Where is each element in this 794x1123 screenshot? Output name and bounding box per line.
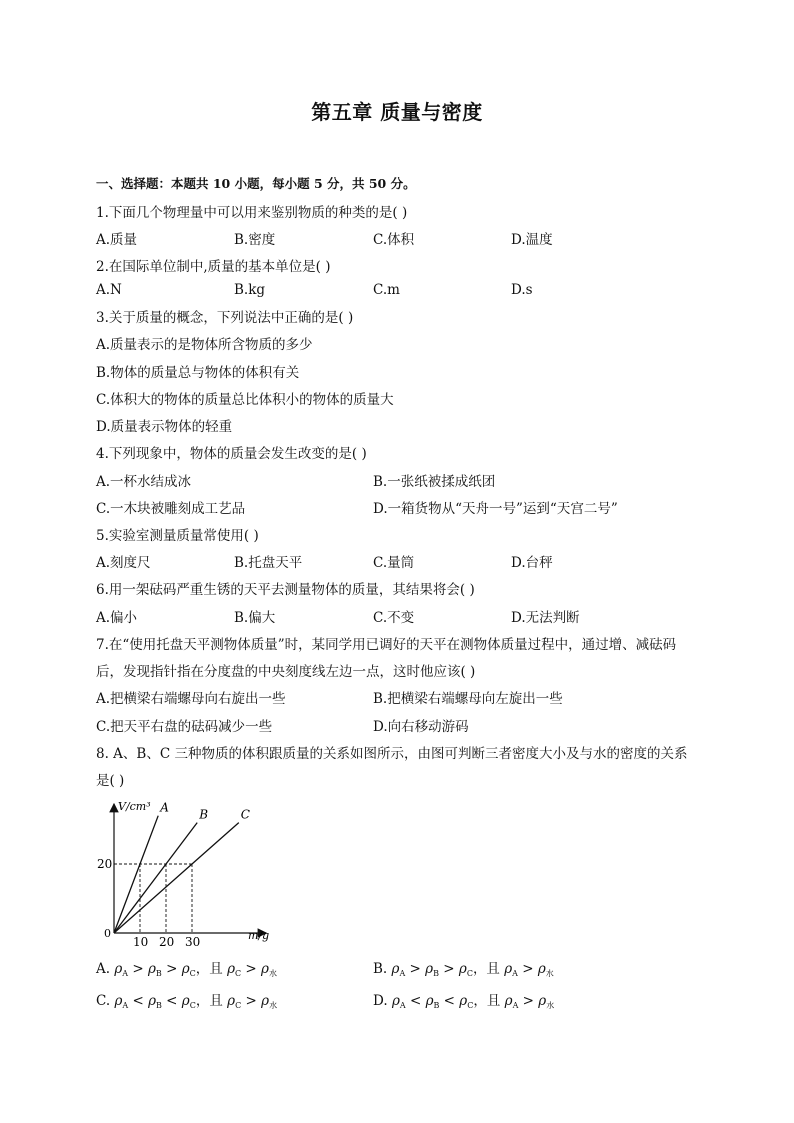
q8-option-a: A. $\rho_A > \rho_B > \rho_C$，且 $\rho_C > \rho_水$ [96, 961, 277, 978]
series-line-c [114, 823, 239, 933]
q8-option-b: B. $\rho_A > \rho_B > \rho_C$，且 $\rho_A > \rho_水$ [373, 961, 554, 978]
q7-option-c: C.把天平右盘的砝码减少一些 [96, 719, 273, 735]
x-tick-label-20: 20 [159, 935, 175, 946]
q5-option-b: B.托盘天平 [234, 555, 303, 571]
q1-option-a: A.质量 [96, 232, 138, 248]
q2-option-b: B.kg [234, 282, 266, 298]
question-6-stem: 6.用一架砝码严重生锈的天平去测量物体的质量，其结果将会( ) [96, 582, 475, 598]
q5-option-c: C.量筒 [373, 555, 415, 571]
question-8-stem-line1: 8. A、B、C 三种物质的体积跟质量的关系如图所示，由图可判断三者密度大小及与水的密度的关系 [96, 746, 688, 762]
series-line-b [114, 823, 197, 933]
question-3-stem: 3.关于质量的概念，下列说法中正确的是( ) [96, 310, 354, 326]
q4-option-d: D.一箱货物从“天舟一号”运到“天宫二号” [373, 501, 618, 517]
question-7-stem-line2: 后，发现指针指在分度盘的中央刻度线左边一点，这时他应该( ) [96, 664, 476, 680]
q4-option-a: A.一杯水结成冰 [96, 474, 192, 490]
series-line-a [114, 816, 158, 933]
q3-option-d: D.质量表示物体的轻重 [96, 419, 233, 435]
q3-option-a: A.质量表示的是物体所含物质的多少 [96, 337, 313, 353]
q4-option-b: B.一张纸被揉成纸团 [373, 474, 496, 490]
q7-option-a: A.把横梁右端螺母向右旋出一些 [96, 691, 286, 707]
q7-option-b: B.把横梁右端螺母向左旋出一些 [373, 691, 563, 707]
q4-option-c: C.一木块被雕刻成工艺品 [96, 501, 246, 517]
q5-option-a: A.刻度尺 [96, 555, 151, 571]
series-label-b: B [199, 807, 209, 822]
q1-option-c: C.体积 [373, 232, 415, 248]
q8-option-c: C. $\rho_A < \rho_B < \rho_C$，且 $\rho_C > \rho_水$ [96, 993, 278, 1010]
q1-option-b: B.密度 [234, 232, 276, 248]
q3-option-c: C.体积大的物体的质量总比体积小的物体的质量大 [96, 392, 394, 408]
question-1-stem: 1.下面几个物理量中可以用来鉴别物质的种类的是( ) [96, 205, 408, 221]
y-tick-label-20: 20 [97, 857, 113, 871]
question-4-stem: 4.下列现象中，物体的质量会发生改变的是( ) [96, 446, 367, 462]
question-7-stem-line1: 7.在“使用托盘天平测物体质量”时，某同学用已调好的天平在测物体质量过程中，通过增、减砝码 [96, 637, 677, 653]
q2-option-c: C.m [373, 282, 400, 298]
question-5-stem: 5.实验室测量质量常使用( ) [96, 528, 259, 544]
q3-option-b: B.物体的质量总与物体的体积有关 [96, 365, 300, 381]
section-heading: 一、选择题：本题共 10 小题，每小题 5 分，共 50 分。 [96, 176, 416, 191]
volume-mass-graph [96, 796, 286, 946]
q1-option-d: D.温度 [511, 232, 553, 248]
y-axis-label: V/cm³ [118, 800, 151, 813]
q6-option-a: A.偏小 [96, 610, 138, 626]
series-label-c: C [240, 807, 250, 822]
page-title: 第五章 质量与密度 [311, 100, 483, 124]
q7-option-d: D.向右移动游码 [373, 719, 469, 735]
series-label-a: A [160, 800, 169, 815]
x-axis-label: m/g [248, 929, 270, 942]
q2-option-a: A.N [96, 282, 122, 298]
x-tick-label-10: 10 [133, 935, 149, 946]
q2-option-d: D.s [511, 282, 533, 298]
x-tick-label-30: 30 [185, 935, 201, 946]
origin-label: 0 [104, 927, 111, 940]
q6-option-d: D.无法判断 [511, 610, 580, 626]
q6-option-c: C.不变 [373, 610, 415, 626]
question-8-stem-line2: 是( ) [96, 773, 125, 789]
q8-option-d: D. $\rho_A < \rho_B < \rho_C$，且 $\rho_A > \rho_水$ [373, 993, 555, 1010]
question-2-stem: 2.在国际单位制中,质量的基本单位是( ) [96, 259, 331, 275]
q5-option-d: D.台秤 [511, 555, 553, 571]
q6-option-b: B.偏大 [234, 610, 276, 626]
